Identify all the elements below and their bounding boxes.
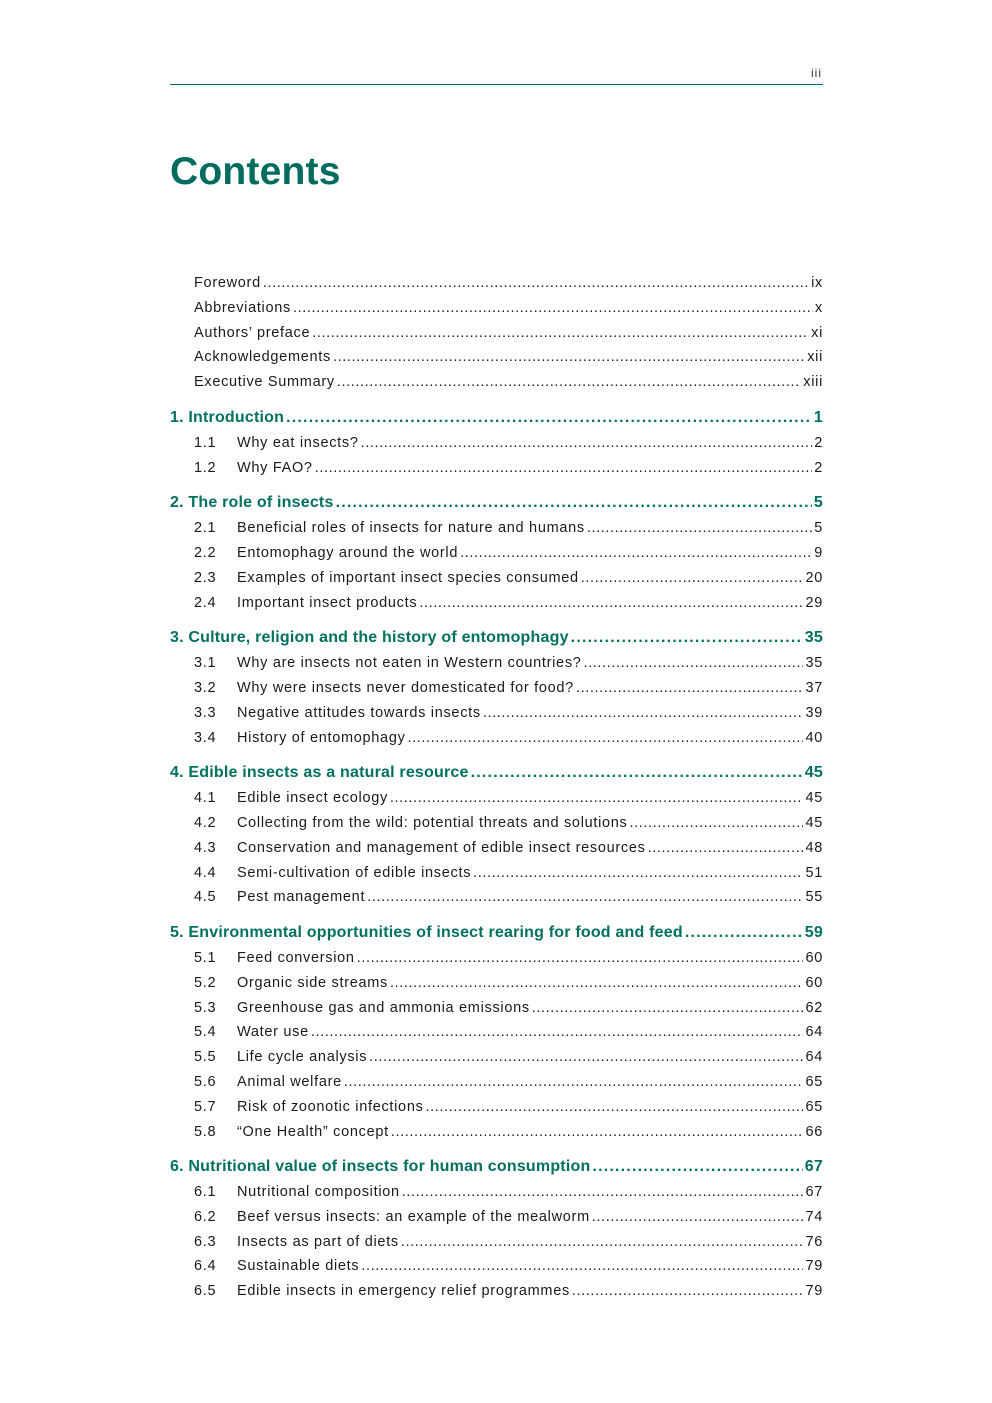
chapter-page-number: 59 xyxy=(804,924,823,942)
toc-section-entry[interactable] xyxy=(170,861,823,886)
section-label: Insects as part of diets xyxy=(237,1233,399,1250)
chapter-title: 5. Environmental opportunities of insect rearing for food and feed xyxy=(170,924,683,942)
dot-leader xyxy=(648,836,804,861)
toc-front-matter-entry[interactable] xyxy=(170,271,823,296)
toc-section-entry[interactable] xyxy=(170,541,823,566)
section-label: Collecting from the wild: potential threats and solutions xyxy=(237,814,628,831)
toc-section-entry[interactable] xyxy=(170,1070,823,1095)
section-label: Pest management xyxy=(237,889,366,906)
toc-front-matter-entry[interactable] xyxy=(170,370,823,395)
section-page-number: 76 xyxy=(805,1233,823,1250)
section-page-number: 35 xyxy=(805,655,823,672)
section-number: 4.4 xyxy=(194,864,217,881)
toc-chapter-entry[interactable] xyxy=(170,761,823,786)
section-number: 5.6 xyxy=(194,1073,217,1090)
section-number: 4.5 xyxy=(194,889,217,906)
section-label: Examples of important insect species consumed xyxy=(237,569,579,586)
section-number: 4.1 xyxy=(194,790,217,807)
header-rule xyxy=(170,84,823,85)
toc-section-entry[interactable] xyxy=(170,1120,823,1145)
section-label: Feed conversion xyxy=(237,949,355,966)
dot-leader xyxy=(390,786,804,811)
section-label: Risk of zoonotic infections xyxy=(237,1098,424,1115)
section-page-number: 9 xyxy=(814,544,823,561)
dot-leader xyxy=(315,456,813,481)
toc-section-entry[interactable] xyxy=(170,651,823,676)
chapter-page-number: 45 xyxy=(804,764,823,782)
dot-leader xyxy=(367,885,803,910)
section-label: Organic side streams xyxy=(237,974,388,991)
dot-leader xyxy=(263,271,809,296)
section-label: Life cycle analysis xyxy=(237,1049,368,1066)
dot-leader xyxy=(311,1020,804,1045)
section-page-number: 64 xyxy=(805,1049,823,1066)
section-number: 1.2 xyxy=(194,459,217,476)
dot-leader xyxy=(293,296,813,321)
toc-section-entry[interactable] xyxy=(170,1230,823,1255)
section-number: 4.2 xyxy=(194,814,217,831)
toc-section-entry[interactable] xyxy=(170,1180,823,1205)
section-page-number: 74 xyxy=(805,1208,823,1225)
dot-leader xyxy=(473,861,803,886)
section-number: 3.4 xyxy=(194,729,217,746)
section-number: 6.2 xyxy=(194,1208,217,1225)
section-page-number: 37 xyxy=(805,679,823,696)
section-page-number: 65 xyxy=(805,1073,823,1090)
dot-leader xyxy=(357,946,804,971)
dot-leader xyxy=(369,1045,803,1070)
page-title: Contents xyxy=(170,150,341,193)
entry-label: Foreword xyxy=(194,275,261,291)
toc-chapter-entry[interactable] xyxy=(170,491,823,516)
dot-leader xyxy=(361,1254,803,1279)
entry-page-number: xi xyxy=(811,324,823,341)
section-page-number: 60 xyxy=(805,949,823,966)
entry-label: Executive Summary xyxy=(194,374,335,391)
toc-section-entry[interactable] xyxy=(170,946,823,971)
table-of-contents xyxy=(170,271,823,1304)
dot-leader xyxy=(402,1180,804,1205)
toc-section-entry[interactable] xyxy=(170,811,823,836)
toc-chapter-entry[interactable] xyxy=(170,626,823,651)
section-label: Why are insects not eaten in Western countries? xyxy=(237,655,582,672)
dot-leader xyxy=(471,761,803,786)
section-page-number: 67 xyxy=(805,1184,823,1201)
section-number: 6.1 xyxy=(194,1184,217,1201)
section-label: Conservation and management of edible insect resources xyxy=(237,839,646,856)
dot-leader xyxy=(336,491,812,516)
dot-leader xyxy=(532,996,804,1021)
entry-label: Acknowledgements xyxy=(194,349,331,366)
section-number: 2.3 xyxy=(194,569,217,586)
dot-leader xyxy=(408,726,804,751)
dot-leader xyxy=(685,921,803,946)
toc-section-entry[interactable] xyxy=(170,1045,823,1070)
section-label: History of entomophagy xyxy=(237,729,406,746)
toc-chapter-entry[interactable] xyxy=(170,1155,823,1180)
section-page-number: 2 xyxy=(814,434,823,451)
toc-chapter-entry[interactable] xyxy=(170,406,823,431)
section-page-number: 5 xyxy=(814,520,823,537)
section-number: 5.1 xyxy=(194,949,217,966)
section-number: 6.5 xyxy=(194,1283,217,1300)
section-label: “One Health” concept xyxy=(237,1123,389,1140)
toc-section-entry[interactable] xyxy=(170,431,823,456)
dot-leader xyxy=(581,566,804,591)
chapter-title: 6. Nutritional value of insects for human consumption xyxy=(170,1158,591,1176)
entry-page-number: ix xyxy=(811,275,823,291)
section-page-number: 64 xyxy=(805,1024,823,1041)
dot-leader xyxy=(419,591,803,616)
chapter-page-number: 35 xyxy=(804,629,823,647)
toc-front-matter-entry[interactable] xyxy=(170,345,823,370)
section-number: 1.1 xyxy=(194,434,217,451)
chapter-page-number: 67 xyxy=(804,1158,823,1176)
section-label: Nutritional composition xyxy=(237,1184,400,1201)
section-number: 5.4 xyxy=(194,1024,217,1041)
section-page-number: 55 xyxy=(805,889,823,906)
section-page-number: 60 xyxy=(805,974,823,991)
dot-leader xyxy=(391,1120,804,1145)
section-number: 5.3 xyxy=(194,999,217,1016)
section-label: Water use xyxy=(237,1024,309,1041)
section-page-number: 29 xyxy=(805,594,823,611)
section-number: 5.2 xyxy=(194,974,217,991)
toc-chapter-entry[interactable] xyxy=(170,921,823,946)
section-page-number: 62 xyxy=(805,999,823,1016)
dot-leader xyxy=(584,651,804,676)
dot-leader xyxy=(344,1070,804,1095)
section-number: 5.8 xyxy=(194,1123,217,1140)
section-page-number: 40 xyxy=(805,729,823,746)
section-label: Beneficial roles of insects for nature and humans xyxy=(237,520,585,537)
toc-front-matter-entry[interactable] xyxy=(170,321,823,346)
toc-front-matter-entry[interactable] xyxy=(170,296,823,321)
section-page-number: 45 xyxy=(805,790,823,807)
dot-leader xyxy=(571,626,803,651)
dot-leader xyxy=(286,406,812,431)
chapter-title: 3. Culture, religion and the history of entomophagy xyxy=(170,629,569,647)
dot-leader xyxy=(401,1230,804,1255)
section-number: 6.4 xyxy=(194,1258,217,1275)
toc-section-entry[interactable] xyxy=(170,516,823,541)
section-label: Greenhouse gas and ammonia emissions xyxy=(237,999,530,1016)
toc-section-entry[interactable] xyxy=(170,996,823,1021)
section-number: 2.1 xyxy=(194,520,217,537)
dot-leader xyxy=(592,1205,804,1230)
dot-leader xyxy=(333,345,805,370)
section-label: Why eat insects? xyxy=(237,434,359,451)
toc-section-entry[interactable] xyxy=(170,676,823,701)
section-number: 3.1 xyxy=(194,655,217,672)
section-page-number: 65 xyxy=(805,1098,823,1115)
section-label: Beef versus insects: an example of the mealworm xyxy=(237,1208,590,1225)
section-label: Edible insects in emergency relief programmes xyxy=(237,1283,570,1300)
dot-leader xyxy=(572,1279,804,1304)
dot-leader xyxy=(337,370,801,395)
section-label: Important insect products xyxy=(237,594,418,611)
section-page-number: 66 xyxy=(805,1123,823,1140)
section-label: Entomophagy around the world xyxy=(237,544,459,561)
toc-section-entry[interactable] xyxy=(170,566,823,591)
chapter-title: 2. The role of insects xyxy=(170,494,334,512)
toc-section-entry[interactable] xyxy=(170,1205,823,1230)
dot-leader xyxy=(426,1095,804,1120)
dot-leader xyxy=(592,1155,802,1180)
section-label: Edible insect ecology xyxy=(237,790,388,807)
entry-label: Authors’ preface xyxy=(194,324,311,341)
section-label: Negative attitudes towards insects xyxy=(237,704,481,721)
section-label: Why FAO? xyxy=(237,459,313,476)
toc-section-entry[interactable] xyxy=(170,726,823,751)
entry-page-number: xii xyxy=(807,349,823,366)
toc-section-entry[interactable] xyxy=(170,786,823,811)
dot-leader xyxy=(312,321,809,346)
chapter-title: 1. Introduction xyxy=(170,408,285,426)
section-page-number: 51 xyxy=(805,864,823,881)
section-number: 6.3 xyxy=(194,1233,217,1250)
section-page-number: 79 xyxy=(805,1283,823,1300)
section-label: Animal welfare xyxy=(237,1073,342,1090)
section-page-number: 20 xyxy=(805,569,823,586)
section-number: 2.4 xyxy=(194,594,217,611)
toc-section-entry[interactable] xyxy=(170,591,823,616)
section-page-number: 48 xyxy=(805,839,823,856)
section-page-number: 79 xyxy=(805,1258,823,1275)
entry-page-number: x xyxy=(815,299,823,316)
toc-section-entry[interactable] xyxy=(170,836,823,861)
section-number: 4.3 xyxy=(194,839,217,856)
section-label: Why were insects never domesticated for food? xyxy=(237,679,574,696)
section-number: 5.7 xyxy=(194,1098,217,1115)
section-number: 3.2 xyxy=(194,679,217,696)
toc-section-entry[interactable] xyxy=(170,701,823,726)
toc-section-entry[interactable] xyxy=(170,885,823,910)
section-number: 5.5 xyxy=(194,1049,217,1066)
dot-leader xyxy=(361,431,813,456)
chapter-title: 4. Edible insects as a natural resource xyxy=(170,764,469,782)
toc-section-entry[interactable] xyxy=(170,1254,823,1279)
dot-leader xyxy=(630,811,804,836)
section-page-number: 45 xyxy=(805,814,823,831)
section-label: Semi-cultivation of edible insects xyxy=(237,864,472,881)
dot-leader xyxy=(460,541,812,566)
section-page-number: 2 xyxy=(814,459,823,476)
toc-section-entry[interactable] xyxy=(170,456,823,481)
dot-leader xyxy=(390,971,803,996)
section-page-number: 39 xyxy=(805,704,823,721)
dot-leader xyxy=(587,516,812,541)
dot-leader xyxy=(576,676,804,701)
page-number: iii xyxy=(811,66,822,80)
section-number: 2.2 xyxy=(194,544,217,561)
toc-section-entry[interactable] xyxy=(170,971,823,996)
entry-label: Abbreviations xyxy=(194,299,291,316)
chapter-page-number: 5 xyxy=(813,494,823,512)
toc-section-entry[interactable] xyxy=(170,1279,823,1304)
toc-section-entry[interactable] xyxy=(170,1095,823,1120)
toc-section-entry[interactable] xyxy=(170,1020,823,1045)
section-number: 3.3 xyxy=(194,704,217,721)
dot-leader xyxy=(483,701,804,726)
entry-page-number: xiii xyxy=(803,374,823,391)
chapter-page-number: 1 xyxy=(813,408,823,426)
section-label: Sustainable diets xyxy=(237,1258,360,1275)
